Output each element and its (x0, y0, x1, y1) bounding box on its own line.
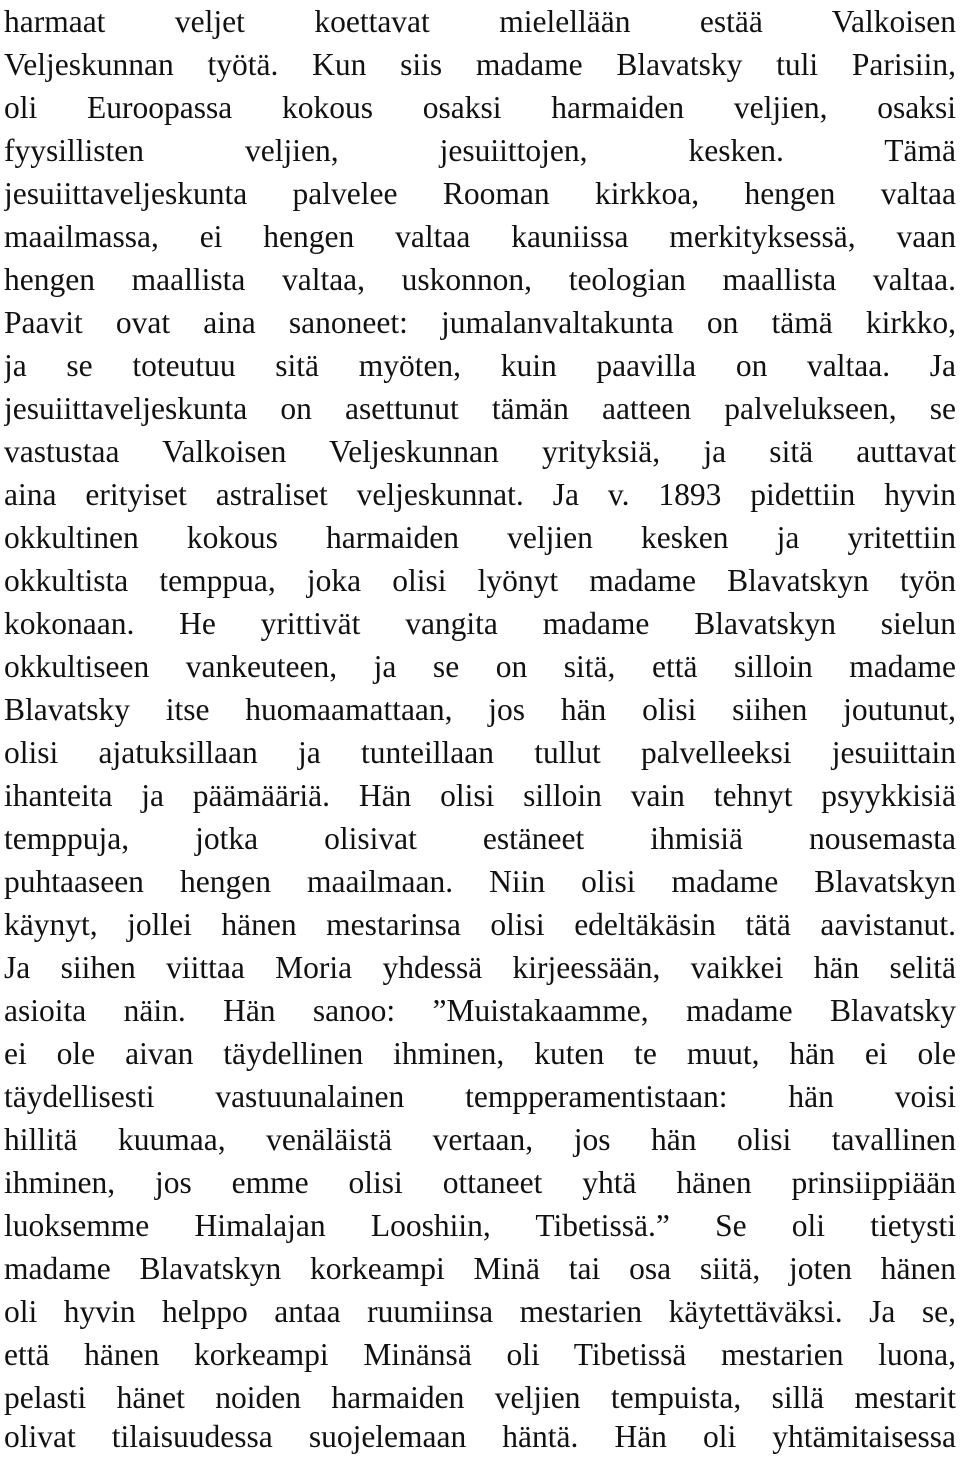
text-line: oli hyvin helppo antaa ruumiinsa mestarien käytettäväksi. Ja se, (4, 1294, 956, 1329)
text-line: jesuiittaveljeskunta on asettunut tämän aatteen palvelukseen, se (4, 391, 956, 426)
text-line: okkultiseen vankeuteen, ja se on sitä, että silloin madame (4, 649, 956, 684)
text-line: hillitä kuumaa, venäläistä vertaan, jos hän olisi tavallinen (4, 1122, 956, 1157)
text-line: ihminen, jos emme olisi ottaneet yhtä hänen prinsiippiään (4, 1165, 956, 1200)
text-line: vastustaa Valkoisen Veljeskunnan yrityksiä, ja sitä auttavat (4, 434, 956, 469)
text-line: ihanteita ja päämääriä. Hän olisi silloin vain tehnyt psyykkisiä (4, 778, 956, 813)
text-line: maailmassa, ei hengen valtaa kauniissa merkityksessä, vaan (4, 219, 956, 254)
text-line: jesuiittaveljeskunta palvelee Rooman kirkkoa, hengen valtaa (4, 176, 956, 211)
text-line: käynyt, jollei hänen mestarinsa olisi edeltäkäsin tätä aavistanut. (4, 907, 956, 942)
text-line: että hänen korkeampi Minänsä oli Tibetissä mestarien luona, (4, 1337, 956, 1372)
text-line: fyysillisten veljien, jesuiittojen, kesken. Tämä (4, 133, 956, 168)
text-line: Ja siihen viittaa Moria yhdessä kirjeessään, vaikkei hän selitä (4, 950, 956, 985)
text-line: asioita näin. Hän sanoo: ”Muistakaamme, madame Blavatsky (4, 993, 956, 1028)
text-line: kokonaan. He yrittivät vangita madame Blavatskyn sielun (4, 606, 956, 641)
text-line: Blavatsky itse huomaamattaan, jos hän olisi siihen joutunut, (4, 692, 956, 727)
text-line: okkultinen kokous harmaiden veljien kesken ja yritettiin (4, 520, 956, 555)
text-line: aina erityiset astraliset veljeskunnat. Ja v. 1893 pidettiin hyvin (4, 477, 956, 512)
text-line: olivat tilaisuudessa suojelemaan häntä. Hän oli yhtämitaisessa (4, 1419, 956, 1454)
text-line: temppuja, jotka olisivat estäneet ihmisiä nousemasta (4, 821, 956, 856)
text-line: oli Euroopassa kokous osaksi harmaiden veljien, osaksi (4, 90, 956, 125)
text-line: ei ole aivan täydellinen ihminen, kuten te muut, hän ei ole (4, 1036, 956, 1071)
text-line: pelasti hänet noiden harmaiden veljien tempuista, sillä mestarit (4, 1380, 956, 1415)
text-line: ja se toteutuu sitä myöten, kuin paavilla on valtaa. Ja (4, 348, 956, 383)
text-line: madame Blavatskyn korkeampi Minä tai osa siitä, joten hänen (4, 1251, 956, 1286)
text-line: Veljeskunnan työtä. Kun siis madame Blavatsky tuli Parisiin, (4, 47, 956, 82)
text-line: puhtaaseen hengen maailmaan. Niin olisi madame Blavatskyn (4, 864, 956, 899)
text-line: okkultista temppua, joka olisi lyönyt madame Blavatskyn työn (4, 563, 956, 598)
text-line: harmaat veljet koettavat mielellään estää Valkoisen (4, 4, 956, 39)
text-line: Paavit ovat aina sanoneet: jumalanvaltakunta on tämä kirkko, (4, 305, 956, 340)
text-line: hengen maallista valtaa, uskonnon, teologian maallista valtaa. (4, 262, 956, 297)
text-line: täydellisesti vastuunalainen tempperamentistaan: hän voisi (4, 1079, 956, 1114)
text-line: luoksemme Himalajan Looshiin, Tibetissä.” Se oli tietysti (4, 1208, 956, 1243)
text-line: olisi ajatuksillaan ja tunteillaan tullut palvelleeksi jesuiittain (4, 735, 956, 770)
